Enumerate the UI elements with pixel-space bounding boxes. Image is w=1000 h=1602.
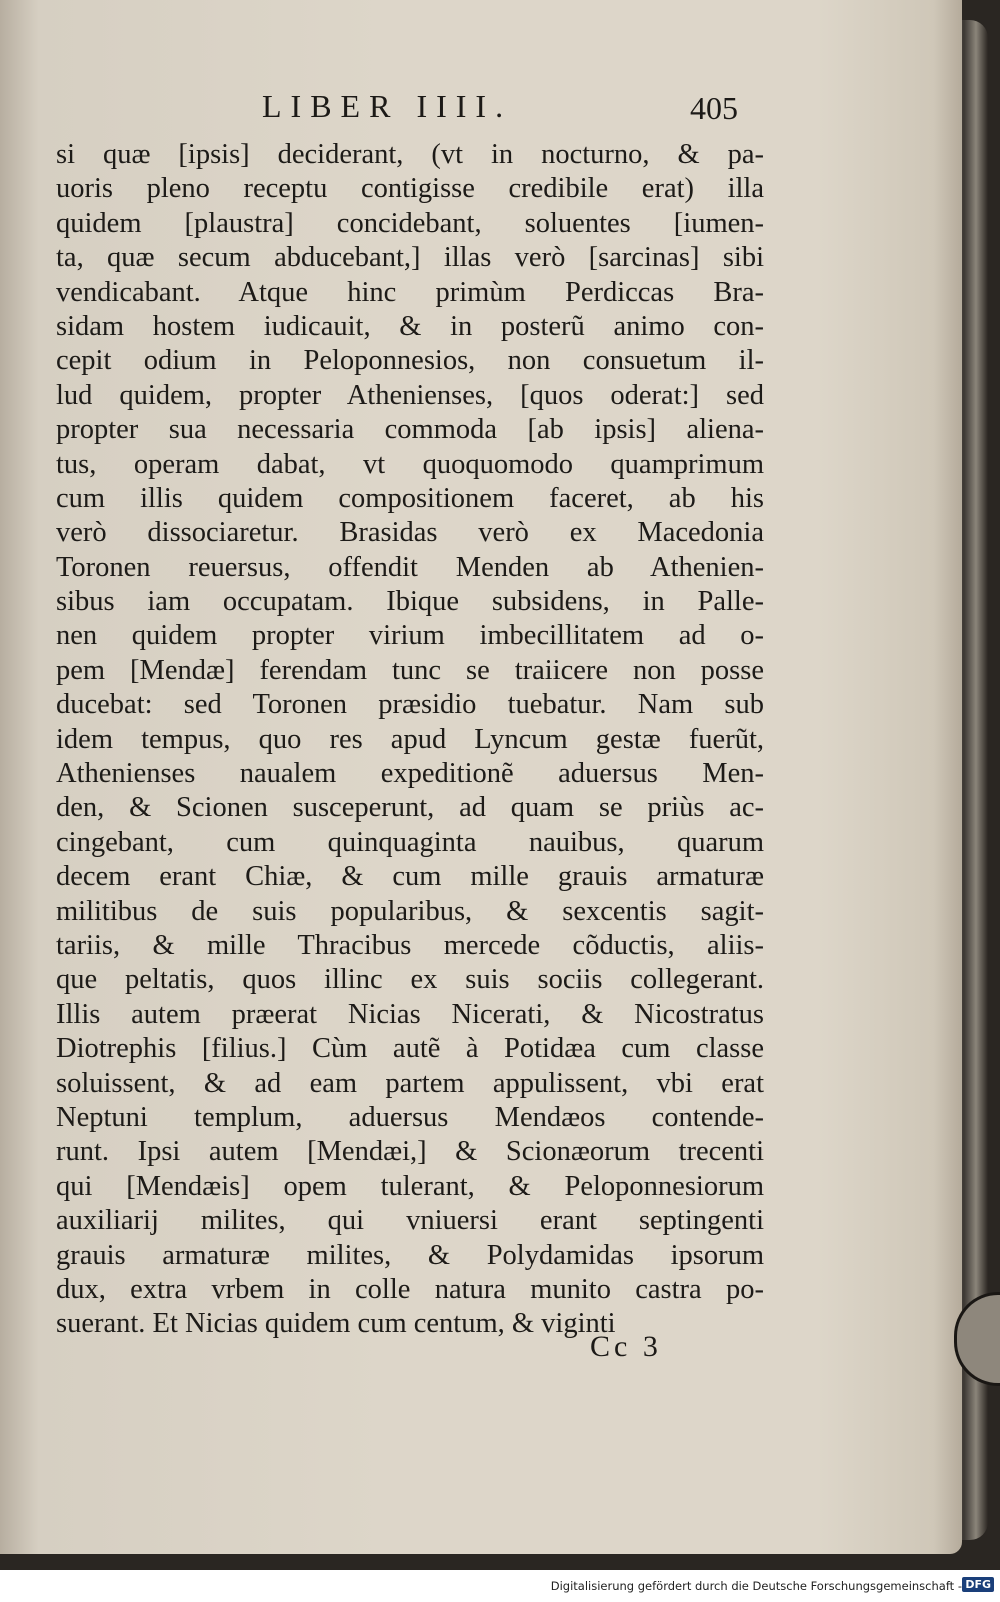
text-line: soluissent, & ad eam partem appulissent, vbi erat bbox=[56, 1067, 764, 1099]
body-text bbox=[56, 138, 764, 1342]
text-line: propter sua necessaria commoda [ab ipsis] aliena- bbox=[56, 414, 764, 446]
text-line: ducebat: sed Toronen præsidio tuebatur. Nam sub bbox=[56, 689, 764, 721]
funding-credit: Digitalisierung gefördert durch die Deutsche Forschungsgemeinschaft - bbox=[550, 1579, 962, 1593]
text-line: militibus de suis popularibus, & sexcentis sagit- bbox=[56, 895, 764, 927]
text-line: vendicabant. Atque hinc primùm Perdiccas Bra- bbox=[56, 276, 764, 308]
text-line: verò dissociaretur. Brasidas verò ex Macedonia bbox=[56, 517, 764, 549]
text-line: sibus iam occupatam. Ibique subsidens, in Palle- bbox=[56, 586, 764, 618]
text-line: Toronen reuersus, offendit Menden ab Athenien- bbox=[56, 551, 764, 583]
text-line: runt. Ipsi autem [Mendæi,] & Scionæorum trecenti bbox=[56, 1136, 764, 1168]
text-line: Diotrephis [filius.] Cùm autẽ à Potidæa cum classe bbox=[56, 1033, 764, 1065]
text-line: cum illis quidem compositionem faceret, ab his bbox=[56, 482, 764, 514]
text-line: pem [Mendæ] ferendam tunc se traiicere non posse bbox=[56, 654, 764, 686]
text-line: nen quidem propter virium imbecillitatem ad o- bbox=[56, 620, 764, 652]
page-header bbox=[0, 88, 962, 138]
text-line: auxiliarij milites, qui vniuersi erant septingenti bbox=[56, 1205, 764, 1237]
text-line: grauis armaturæ milites, & Polydamidas ipsorum bbox=[56, 1239, 764, 1271]
text-line: qui [Mendæis] opem tulerant, & Peloponnesiorum bbox=[56, 1170, 764, 1202]
text-line: decem erant Chiæ, & cum mille grauis armaturæ bbox=[56, 861, 764, 893]
text-line: dux, extra vrbem in colle natura munito castra po- bbox=[56, 1273, 764, 1305]
text-line: cepit odium in Peloponnesios, non consuetum il- bbox=[56, 345, 764, 377]
text-line: idem tempus, quo res apud Lyncum gestæ fuerũt, bbox=[56, 723, 764, 755]
text-line: Athenienses naualem expeditionẽ aduersus Men- bbox=[56, 758, 764, 790]
text-line: den, & Scionen susceperunt, ad quam se priùs ac- bbox=[56, 792, 764, 824]
dfg-logo[interactable]: DFG bbox=[962, 1577, 994, 1592]
text-line: que peltatis, quos illinc ex suis sociis collegerant. bbox=[56, 964, 764, 996]
text-line: Neptuni templum, aduersus Mendæos contende- bbox=[56, 1101, 764, 1133]
running-head: LIBER IIII. bbox=[262, 88, 513, 124]
text-line: cingebant, cum quinquaginta nauibus, quarum bbox=[56, 826, 764, 858]
text-line: sidam hostem iudicauit, & in posterũ animo con- bbox=[56, 310, 764, 342]
text-line: tus, operam dabat, vt quoquomodo quamprimum bbox=[56, 448, 764, 480]
text-line: si quæ [ipsis] deciderant, (vt in nocturno, & pa- bbox=[56, 139, 764, 170]
signature-mark: Cc 3 bbox=[590, 1330, 662, 1363]
text-line: Illis autem præerat Nicias Nicerati, & Nicostratus bbox=[56, 998, 764, 1030]
footer-bar bbox=[0, 1570, 1000, 1602]
page-number: 405 bbox=[690, 90, 738, 126]
text-line: ta, quæ secum abducebant,] illas verò [sarcinas] sibi bbox=[56, 242, 764, 274]
text-line: uoris pleno receptu contigisse credibile erat) illa bbox=[56, 173, 764, 205]
text-line: tariis, & mille Thracibus mercede cõductis, aliis- bbox=[56, 929, 764, 961]
text-line: quidem [plaustra] concidebant, soluentes [iumen- bbox=[56, 207, 764, 239]
text-line: suerant. Et Nicias quidem cum centum, & viginti bbox=[56, 1308, 616, 1340]
text-line: lud quidem, propter Athenienses, [quos oderat:] sed bbox=[56, 379, 764, 411]
